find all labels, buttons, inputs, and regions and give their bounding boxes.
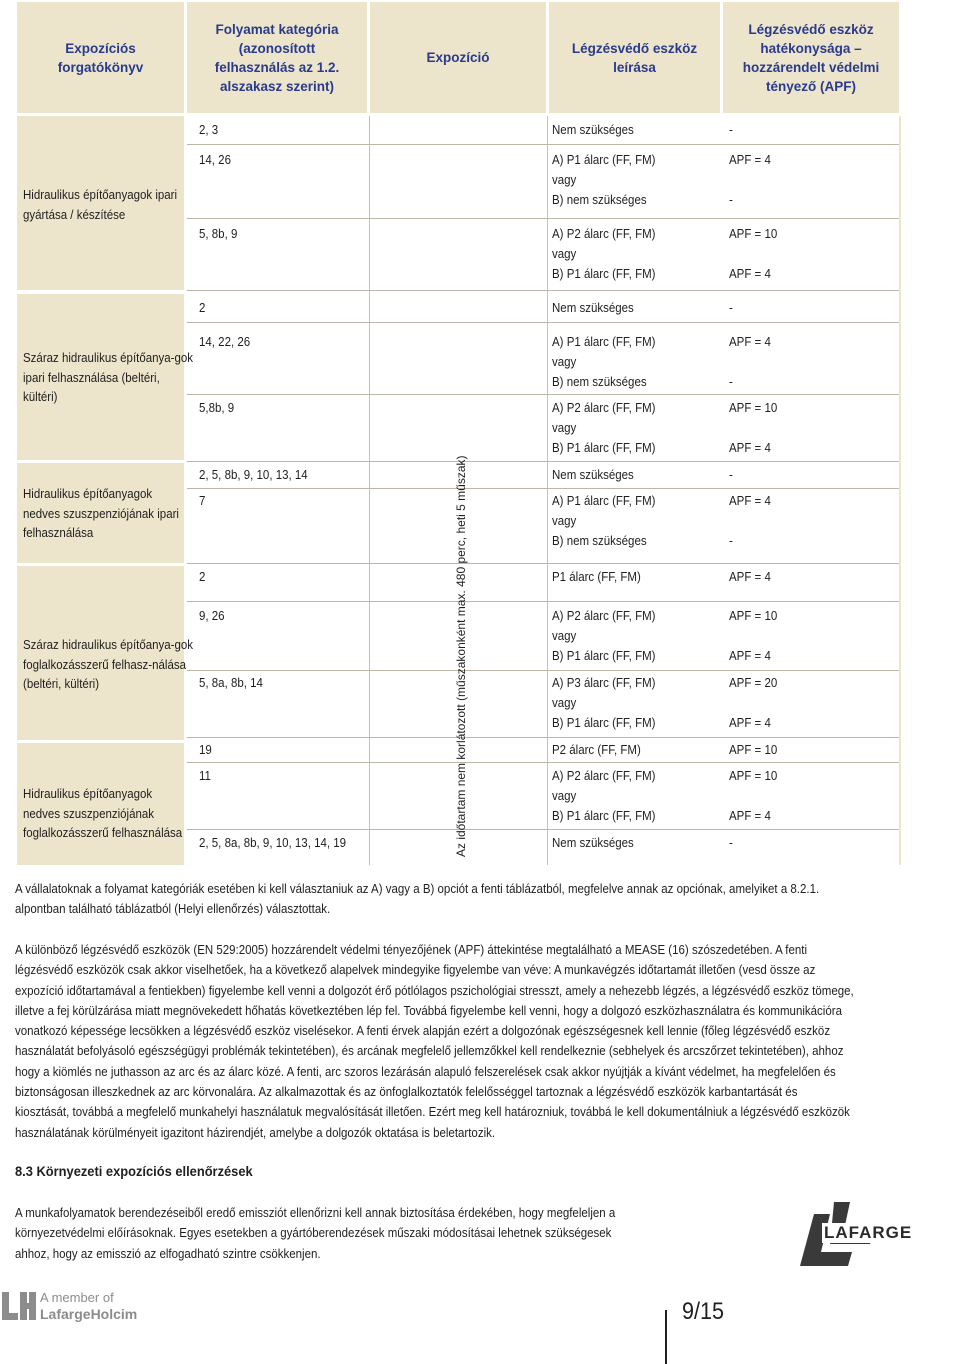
process-category-cell: 9, 26	[199, 609, 225, 623]
lafarge-logo	[800, 1196, 940, 1276]
apf-value: APF = 4	[729, 570, 771, 584]
lafarge-wordmark: LAFARGE	[824, 1223, 913, 1242]
header-col-scenario	[17, 2, 184, 113]
category-separator	[17, 563, 184, 566]
row-divider	[187, 290, 899, 291]
apf-value: APF = 4	[729, 267, 771, 281]
section-title: 8.3 Környezeti expozíciós ellenőrzések	[15, 1163, 253, 1179]
apf-value: APF = 10	[729, 743, 778, 757]
process-category-cell: 2, 5, 8b, 9, 10, 13, 14	[199, 468, 308, 482]
apf-value: APF = 4	[729, 153, 771, 167]
respirator-description-line: B) P1 álarc (FF, FM)	[552, 267, 656, 281]
respirator-description-line: P1 álarc (FF, FM)	[552, 570, 641, 584]
row-divider	[187, 488, 899, 489]
respirator-description-line: vagy	[552, 173, 577, 187]
category-3: Hidraulikus építőanyagok nedves szuszpenziójának ipari felhasználása	[23, 487, 179, 540]
respirator-description-line: A) P1 álarc (FF, FM)	[552, 153, 656, 167]
header-col-apf	[723, 2, 899, 113]
process-category-cell: 19	[199, 743, 212, 757]
lafargeholcim-logo	[2, 1290, 152, 1330]
category-1: Hidraulikus építőanyagok ipari gyártása / készítése	[23, 188, 178, 222]
respirator-description-line: P2 álarc (FF, FM)	[552, 743, 641, 757]
member-line-1: A member of	[40, 1290, 114, 1305]
page-number-divider	[665, 1310, 667, 1364]
apf-value: -	[729, 468, 733, 482]
row-divider	[187, 144, 899, 145]
apf-value: APF = 10	[729, 609, 778, 623]
process-category-cell: 2	[199, 301, 206, 315]
apf-value: APF = 10	[729, 769, 778, 783]
respirator-description-line: vagy	[552, 514, 577, 528]
respirator-description-line: vagy	[552, 629, 577, 643]
apf-value: -	[729, 534, 733, 548]
header-col-process	[187, 2, 367, 113]
respirator-description-line: A) P3 álarc (FF, FM)	[552, 676, 656, 690]
process-category-cell: 5,8b, 9	[199, 401, 235, 415]
respirator-description-line: Nem szükséges	[552, 836, 634, 850]
process-category-cell: 11	[199, 769, 211, 783]
header-process-text: Folyamat kategória (azonosított felhasználás az 1.2. alszakasz szerint)	[214, 21, 340, 94]
respirator-description-line: B) P1 álarc (FF, FM)	[552, 441, 656, 455]
category-4: Száraz hidraulikus építőanya-gok foglalkozásszerű felhasz-nálása (beltéri, kültéri)	[23, 638, 194, 691]
respirator-description-line: A) P1 álarc (FF, FM)	[552, 335, 656, 349]
exposure-duration-text: Az időtartam nem korlátozott (műszakonként max. 480 perc, heti 5 műszak)	[454, 455, 468, 857]
process-category-cell: 14, 26	[199, 153, 231, 167]
process-category-cell: 14, 22, 26	[199, 335, 251, 349]
respirator-description-line: vagy	[552, 355, 577, 369]
process-category-cell: 2, 5, 8a, 8b, 9, 10, 13, 14, 19	[199, 836, 347, 850]
category-separator	[17, 740, 184, 743]
process-category-cell: 2	[199, 570, 206, 584]
process-category-cell: 7	[199, 494, 206, 508]
respirator-description-line: A) P2 álarc (FF, FM)	[552, 227, 656, 241]
header-apf-text: Légzésvédő eszköz hatékonysága – hozzárendelt védelmi tényező (APF)	[742, 21, 880, 94]
respirator-description-line: B) nem szükséges	[552, 375, 647, 389]
category-separator	[17, 460, 184, 463]
respirator-description-line: Nem szükséges	[552, 123, 634, 137]
header-scenario-text: Expozíciós forgatókönyv	[57, 40, 144, 75]
row-divider	[187, 218, 899, 219]
header-description-text: Légzésvédő eszköz leírása	[571, 40, 698, 75]
right-border	[899, 116, 901, 865]
header-col-exposure	[370, 2, 546, 113]
process-category-cell: 5, 8a, 8b, 14	[199, 676, 263, 690]
header-exposure-text: Expozíció	[426, 50, 490, 65]
respirator-description-line: vagy	[552, 789, 577, 803]
column-divider	[369, 116, 370, 865]
apf-value: APF = 10	[729, 401, 778, 415]
apf-value: -	[729, 193, 733, 207]
apf-value: APF = 4	[729, 494, 771, 508]
apf-value: APF = 4	[729, 809, 771, 823]
apf-value: -	[729, 301, 733, 315]
row-divider	[187, 563, 899, 564]
respirator-description-line: B) P1 álarc (FF, FM)	[552, 809, 656, 823]
respirator-description-line: B) nem szükséges	[552, 193, 647, 207]
apf-value: -	[729, 375, 733, 389]
category-2: Száraz hidraulikus építőanya-gok ipari felhasználása (beltéri, kültéri)	[23, 351, 194, 404]
category-separator	[17, 290, 184, 294]
respirator-description-line: A) P1 álarc (FF, FM)	[552, 494, 656, 508]
respirator-description-line: A) P2 álarc (FF, FM)	[552, 609, 656, 623]
member-line-2: LafargeHolcim	[40, 1306, 138, 1322]
header-col-description	[549, 2, 720, 113]
apf-value: -	[729, 123, 733, 137]
section-text: A munkafolyamatok berendezéseiből eredő emissziót ellenőrizni kell annak biztosítása érdekében, hogy megfeleljen a környezetvédelmi előírásoknak. Egyes esetekben a gyártóberendezések műszaki módosításai lehetnek szükségesek ahhoz, hogy az emisszió az elfogadható szintre csökkenjen.	[15, 1206, 616, 1261]
note-paragraph-2: A különböző légzésvédő eszközök (EN 529:2005) hozzárendelt védelmi tényezőjének (APF) áttekintése megtalálható a MEASE (16) szószedetében. A fenti légzésvédő eszközök csak akkor viselhetőek, ha a következő alapelvek mindegyike figyelembe van véve: A munkavégzés időtartamát illetően (vesd össze az expozíció időtartamával a fentiekben) figyelembe kell venni a dolgozót érő pótlólagos pszichológiai stresszt, amely a nehezebb légzés, a légzésvédő eszköz tömege, illetve a fej körülzárása miatt megnövekedett hőhatás következtében lép fel. Továbbá figyelembe kell venni, hogy a dolgozó eszközhasználatra és kommunikációra vonatkozó képessége lecsökken a légzésvédő eszköz viselésekor. A fenti érvek alapján ezért a dolgozónak egészségesnek kell lennie (főleg légzésvédő eszköz használatát befolyásoló egészségügyi problémák tekintetében), és arcának megfelelő jellemzőkkel kell rendelkeznie (sebhelyek és arcszőrzet tekintetében), ahhoz hogy a kiömlés ne juthasson az arc és az álarc közé. A fenti, arc szoros lezárásán alapuló felszerelések csak akkor nyújtják a kívánt védelmet, ha megfelelően és biztonságosan illeszkednek az arc körvonalára. Az alkalmazottak és az önfoglalkoztatók felelősséggel tartoznak a légzésvédő eszközök karbantartását és kiosztását, továbbá a megfelelő munkahelyi használatuk megvalósítását illetően. Ezért meg kell határozniuk, továbbá le kell dokumentálniuk a légzésvédő eszközök használatának körülményeit igazitont házirendjét, amelybe a dolgozók oktatása is beletartozik.	[15, 943, 854, 1140]
respirator-description-line: B) nem szükséges	[552, 534, 647, 548]
lh-logo-icon	[2, 1292, 36, 1322]
respirator-description-line: Nem szükséges	[552, 301, 634, 315]
apf-value: APF = 4	[729, 441, 771, 455]
respirator-description-line: Nem szükséges	[552, 468, 634, 482]
apf-value: -	[729, 836, 733, 850]
apf-value: APF = 4	[729, 649, 771, 663]
apf-value: APF = 4	[729, 716, 771, 730]
row-divider	[187, 762, 899, 763]
respirator-description-line: A) P2 álarc (FF, FM)	[552, 769, 656, 783]
apf-value: APF = 4	[729, 335, 771, 349]
process-category-cell: 2, 3	[199, 123, 219, 137]
respirator-description-line: vagy	[552, 421, 577, 435]
respirator-description-line: A) P2 álarc (FF, FM)	[552, 401, 656, 415]
row-divider	[187, 670, 899, 671]
respirator-description-line: vagy	[552, 696, 577, 710]
process-category-cell: 5, 8b, 9	[199, 227, 238, 241]
row-divider	[187, 829, 899, 830]
respirator-description-line: B) P1 álarc (FF, FM)	[552, 649, 656, 663]
apf-value: APF = 10	[729, 227, 778, 241]
page-number: 9/15	[682, 1298, 725, 1325]
column-divider	[547, 116, 548, 865]
row-divider	[187, 601, 899, 602]
row-divider	[187, 737, 899, 738]
note-paragraph-1: A vállalatoknak a folyamat kategóriák esetében ki kell választaniuk az A) vagy a B) opciót a fenti táblázatból, megfelelve annak az opciónak, amelyiket a 8.2.1. alpontban található táblázatból (Helyi ellenőrzés) választottak.	[15, 882, 820, 917]
respirator-description-line: B) P1 álarc (FF, FM)	[552, 716, 656, 730]
apf-value: APF = 20	[729, 676, 778, 690]
category-5: Hidraulikus építőanyagok nedves szuszpenziójának foglalkozásszerű felhasználása	[23, 787, 183, 840]
row-divider	[187, 461, 899, 462]
respirator-description-line: vagy	[552, 247, 577, 261]
row-divider	[187, 394, 899, 395]
row-divider	[187, 322, 899, 323]
